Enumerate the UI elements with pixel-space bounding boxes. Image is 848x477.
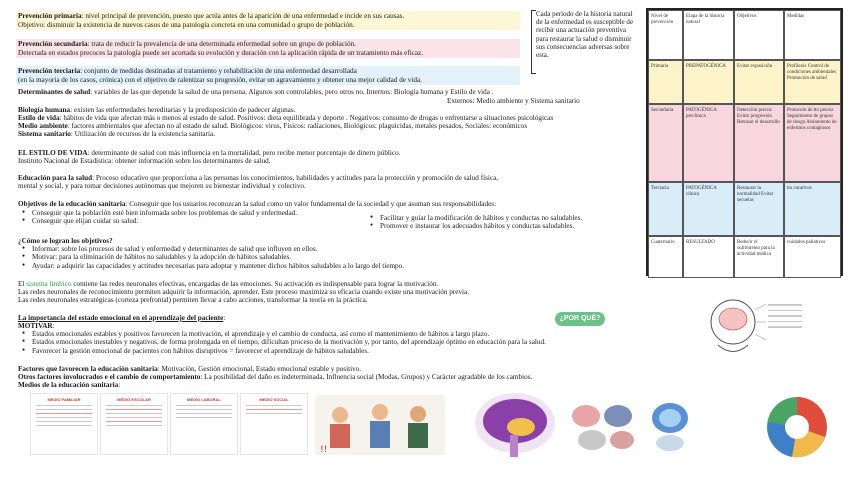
list-item: ● Favorecer la gestión emocional de pacientes con hábitos disruptivos = favorecer el aprendizaje de hábitos saludables. [18,347,546,355]
educacion-2: mental y social, y para tomar decisiones autónomas que mejoren su bienestar individual y colectivo. [18,182,306,190]
importancia: La importancia del estado emocional en el aprendizaje del paciente: [18,314,226,322]
limbico-3: Las redes neuronales estratégicas (corteza prefrontal) permiten llevar a cabo acciones, transformar la teoría en la práctica. [18,296,368,304]
table-cell: Detección precoz Evitar progresión Retrasar el desarrollo [734,104,784,182]
list-item: ● Informar: sobre los procesos de salud y enfermedad y determinantes de salud que influyen en ellos. [18,245,404,253]
list-item: ● Estados emocionales estables y positivos favorecen la motivación, el aprendizaje y el cambio de conducta, así como el mantenimiento de hábitos a largo plazo. [18,330,546,338]
list-item: ● Estados emocionales inestables y negativos, de forma prolongada en el tiempo, dificultan proceso de la motivación y, por tanto, del aprendizaje óptimo en educación para la salud. [18,338,546,346]
prevention-primaria: Prevención primaria: nivel principal de prevención, puesto que actúa antes de la aparición de una enfermedad e incide en sus causas. [18,12,405,20]
prevention-primaria-obj: Objetivo: disminuir la existencia de nuevos casos de una patología concreta en una comunidad o grupo de población. [18,21,355,29]
person-icon [372,404,388,420]
card-medio-social [240,393,308,455]
card-title: MEDIO SOCIAL [259,397,289,402]
prevention-secundaria: Prevención secundaria: trata de reducir la prevalencia de una determinada enfermedad sobre un grupo de población. [18,40,356,48]
card-medio-laboral [170,393,238,455]
table-cell: PATOGÉNICA preclínica [683,104,734,182]
por-que-badge: ¿POR QUÉ? [555,312,605,326]
table-cell: Cuaternario [648,236,683,278]
table-cell: PATOGÉNICA clínica [683,182,734,236]
brain-sagittal-illustration [465,385,565,465]
sistema: Sistema sanitario: Utilización de recursos de la existencia sanitaria. [18,130,215,138]
como-title: ¿Cómo se logran los objetivos? [18,237,113,245]
determinantes-externos: Externos: Medio ambiente y Sistema sanitario [447,97,580,105]
estilo-vida: EL ESTILO DE VIDA: determinante de salud con más influencia en la mortalidad, pero recibe menor porcentaje de dinero público. [18,149,401,157]
head-diagram-illustration [698,290,768,360]
person-icon [332,407,348,423]
brain-ct-illustration [645,398,695,453]
factores-favorecen: Factores que favorecen la educación sanitaria: Motivación, Gestión emocional, Estado emocional estable y positivo. [18,365,362,373]
table-header: Medidas [784,10,841,60]
prevention-table [646,8,843,276]
svg-text:!!: !! [320,445,328,455]
card-medio-escolar [100,393,168,455]
medio: Medio ambiente: factores ambientales que afectan no al estado de salud. Biológicos: virus, Físicos: radiaciones, Biológicos: plaguicidas, metales pesados, Sociales: económicos [18,122,528,130]
table-cell: tto curativos [784,182,841,236]
objetivos: Objetivos de la educación sanitaria: Conseguir que los usuarios reconozcan la salud como un valor fundamental de la sociedad y que asuman sus responsabilidades: [18,200,497,208]
prevention-secundaria-obj: Detectada en estados precoces la patología puede ser acortada su evolución y duración con la aplicación rápida de un tratamiento más eficaz. [18,49,424,57]
brain-views-illustration [568,400,643,452]
prevention-terciaria-obj: (en la mayoria de los casos, crónica) con el objetivo de ralentizar su progresión, evitar un agravamiento y obtener una mejor calidad de vida. [18,76,422,84]
table-cell: Reducir el sufrimiento para la actividad médica [734,236,784,278]
card-title: MEDIO LABORAL [187,397,221,402]
table-header: Objetivos [734,10,784,60]
table-cell: RESULTADO [683,236,734,278]
card-medio-familiar [30,393,98,455]
list-item: ● Conseguir que elijan cuidar su salud. [18,217,297,225]
table-cell: Protocolo de tto precoz Seguimiento de grupos de riesgo Aislamiento de enfermos contagiosos [784,104,841,182]
head-diagram-labels [768,300,802,340]
biologia: Biología humana: existen las enfermedades hereditarias y la predisposición de padecer algunas. [18,106,296,114]
list-item: ● Motivar: para la eliminación de hábitos no saludables y la adopción de hábitos saludables. [18,253,404,261]
table-cell: Restaurar la normalidad Evitar secuelas [734,182,784,236]
people-illustration [310,390,460,460]
limbico-2: Las redes neuronales de reconocimiento permiten adquirir la información, aprender. Este proceso maximiza su eficacia cuando existe una motivación previa. [18,288,470,296]
table-cell: Primaria [648,60,683,104]
card-title: MEDIO ESCOLAR [117,397,151,402]
determinantes: Determinantes de salud: variables de las que depende la salud de una persona. Algunos son controlables, pero otros no. Internos: Biología humana y Estilo de vida . [18,88,494,96]
limbico: El sistema límbico contiene las redes neuronales efectivas, encargadas de las emociones. Su activación es indispensable para lograr la motivación. [18,280,439,288]
motivar: MOTIVAR: [18,322,55,330]
table-header: Nivel de prevención [648,10,683,60]
card-title: MEDIO FAMILIAR [47,397,81,402]
pie-illustration [752,392,842,462]
otros-factores: Otros factores involucrados e el cambio de comportamiento: La posibilidad del daño es indeterminada, Influencia social (Modas, Grupos) y Carácter agradable de los cambios. [18,373,533,381]
estilo: Estilo de vida: hábitos de vida que afectan más o menos al estado de salud. Positivos: dieta equilibrada y deporte . Negativos: consumo de drogas o enfrentarse a situaciones psicológicas [18,114,554,122]
list-item: ● Conseguir que la población esté bien informada sobre los problemas de salud y enfermedad. [18,209,297,217]
objetivos-left-list [18,209,297,226]
objetivos-right-list [366,214,582,231]
medios: Medios de la educación sanitaria: [18,381,121,389]
list-item: ● Promover e instaurar los adecuados hábitos y conductas saludables. [366,222,582,230]
educacion: Educación para la salud: Proceso educativo que proporciona a las personas los conocimientos, habilidades y actitudes para la protección y promoción de salud física, [18,174,499,182]
importancia-list [18,330,546,355]
table-cell: Secundaria [648,104,683,182]
table-cell: PREPATOGÉNICA [683,60,734,104]
list-item: ● Ayudar: a adquirir las capacidades y actitudes necesarias para adoptar y mantener dichos hábitos saludables a lo largo del tiempo. [18,262,404,270]
instituto: Instituto Nacional de Estadística: obtener información sobre los determinantes de salud. [18,157,271,165]
person-icon [410,406,426,422]
list-item: ● Facilitar y guiar la modificación de hábitos y conductas no saludables. [366,214,582,222]
table-cell: Terciaria [648,182,683,236]
table-cell: Profilaxis Control de condiciones ambientales Promoción de salud [784,60,841,104]
como-list [18,245,404,270]
table-header: Etapa de la historia natural [683,10,734,60]
table-cell: cuidados paliativos [784,236,841,278]
prevention-terciaria: Prevención terciaria: conjunto de medidas destinadas al tratamiento y rehabilitación de una enfermedad desarrollada [18,67,357,75]
side-note: Cada periodo de la historia natural de la enfermedad es susceptible de recibir una actuación preventiva para restaurar la salud o disminuir sus consecuencias adversas sobre esta. [536,10,633,60]
table-cell: Evitar exposición [734,60,784,104]
